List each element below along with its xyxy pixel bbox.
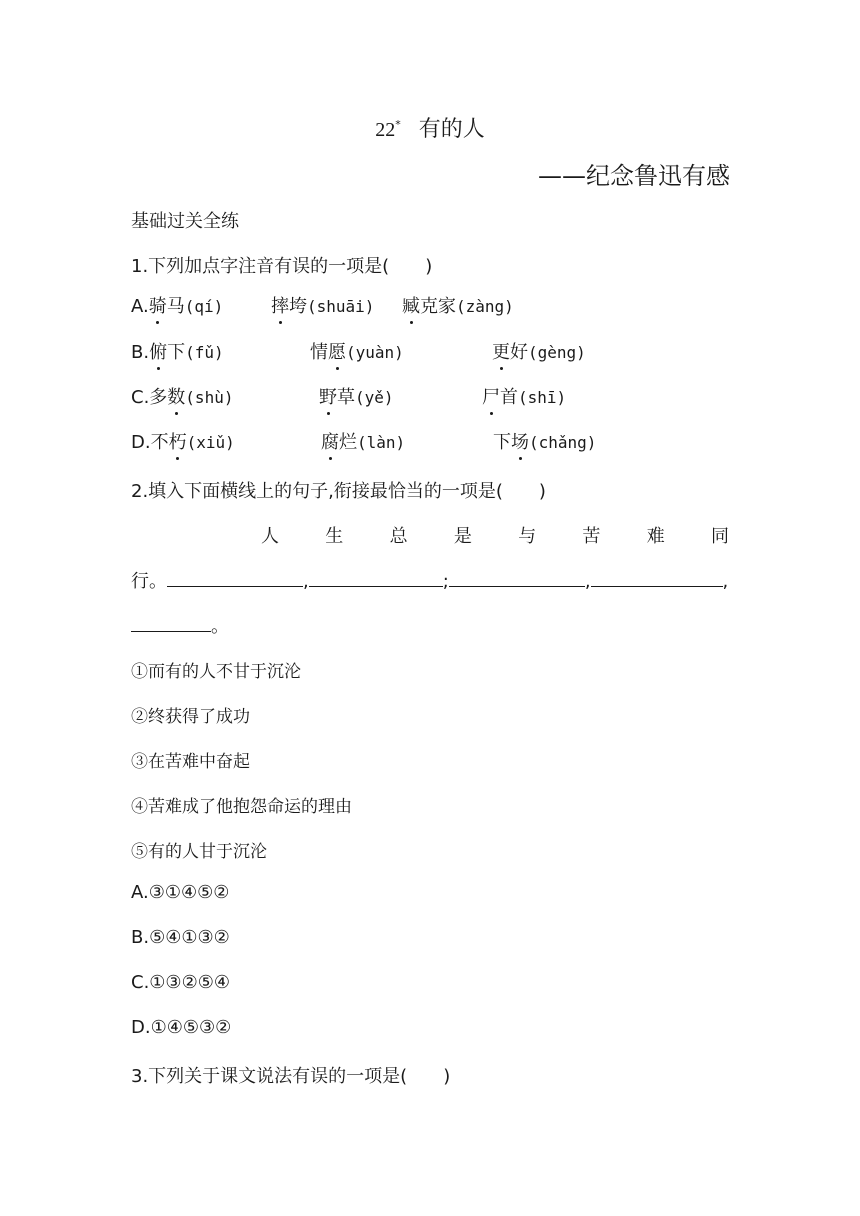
q1-a-word-2: 摔垮(shuāi) xyxy=(271,292,374,318)
blank-4[interactable] xyxy=(591,570,723,587)
blank-1[interactable] xyxy=(167,570,303,587)
separator: , xyxy=(722,571,729,592)
section-heading: 基础过关全练 xyxy=(131,211,239,232)
sentence-end: 。 xyxy=(211,616,229,637)
lesson-title xyxy=(0,112,860,143)
sentence-char: 同 xyxy=(710,526,729,547)
sentence-char: 是 xyxy=(453,526,472,547)
q1-d-word-1: D.不朽(xiǔ) xyxy=(131,428,235,454)
q2-item-2: ②终获得了成功 xyxy=(131,707,250,727)
q2-sentence-spread xyxy=(131,522,729,548)
q1-b-word-2: 情愿(yuàn) xyxy=(310,338,404,364)
q2-item-1: ①而有的人不甘于沉沦 xyxy=(131,662,301,682)
question-2-stem: 2.填入下面横线上的句子,衔接最恰当的一项是( ) xyxy=(131,481,546,502)
q2-item-5: ⑤有的人甘于沉沦 xyxy=(131,842,267,862)
lesson-name: 有的人 xyxy=(418,117,485,142)
sentence-char: 总 xyxy=(389,526,408,547)
question-3-stem: 3.下列关于课文说法有误的一项是( ) xyxy=(131,1066,451,1087)
separator: ; xyxy=(442,571,449,592)
sentence-char: 苦 xyxy=(582,526,601,547)
q2-item-4: ④苦难成了他抱怨命运的理由 xyxy=(131,797,352,817)
blank-2[interactable] xyxy=(309,570,443,587)
sentence-char: 人 xyxy=(261,526,279,547)
blank-3[interactable] xyxy=(449,570,585,587)
q1-c-word-2: 野草(yě) xyxy=(319,383,394,409)
q2-option-d[interactable]: D.①④⑤③② xyxy=(131,1017,232,1038)
q1-c-word-3: 尸首(shī) xyxy=(482,383,566,409)
lesson-number: 22 xyxy=(375,119,396,141)
q2-option-a[interactable]: A.③①④⑤② xyxy=(131,882,230,903)
sentence-char: 与 xyxy=(518,526,537,547)
q1-d-word-2: 腐烂(làn) xyxy=(321,428,405,454)
sentence-continuation: 行。 xyxy=(131,571,167,592)
blank-5[interactable] xyxy=(131,615,211,632)
lesson-subtitle: ——纪念鲁迅有感 xyxy=(538,162,730,190)
sentence-char: 生 xyxy=(325,526,344,547)
q2-item-3: ③在苦难中奋起 xyxy=(131,752,250,772)
q2-option-b[interactable]: B.⑤④①③② xyxy=(131,927,230,948)
separator: , xyxy=(303,571,309,592)
q2-blanks-row xyxy=(131,567,728,593)
optional-mark: * xyxy=(395,117,401,131)
q1-d-word-3: 下场(chǎng) xyxy=(493,428,596,454)
q2-blank-5-row xyxy=(131,612,229,638)
q1-a-word-1: A.骑马(qí) xyxy=(131,292,223,318)
q2-option-c[interactable]: C.①③②⑤④ xyxy=(131,972,230,993)
separator: , xyxy=(584,571,591,592)
q1-a-word-3: 臧克家(zàng) xyxy=(402,292,514,318)
q1-b-word-3: 更好(gèng) xyxy=(492,338,586,364)
q1-c-word-1: C.多数(shù) xyxy=(131,383,233,409)
sentence-char: 难 xyxy=(646,526,665,547)
question-1-stem: 1.下列加点字注音有误的一项是( ) xyxy=(131,256,433,277)
q1-b-word-1: B.俯下(fǔ) xyxy=(131,338,224,364)
